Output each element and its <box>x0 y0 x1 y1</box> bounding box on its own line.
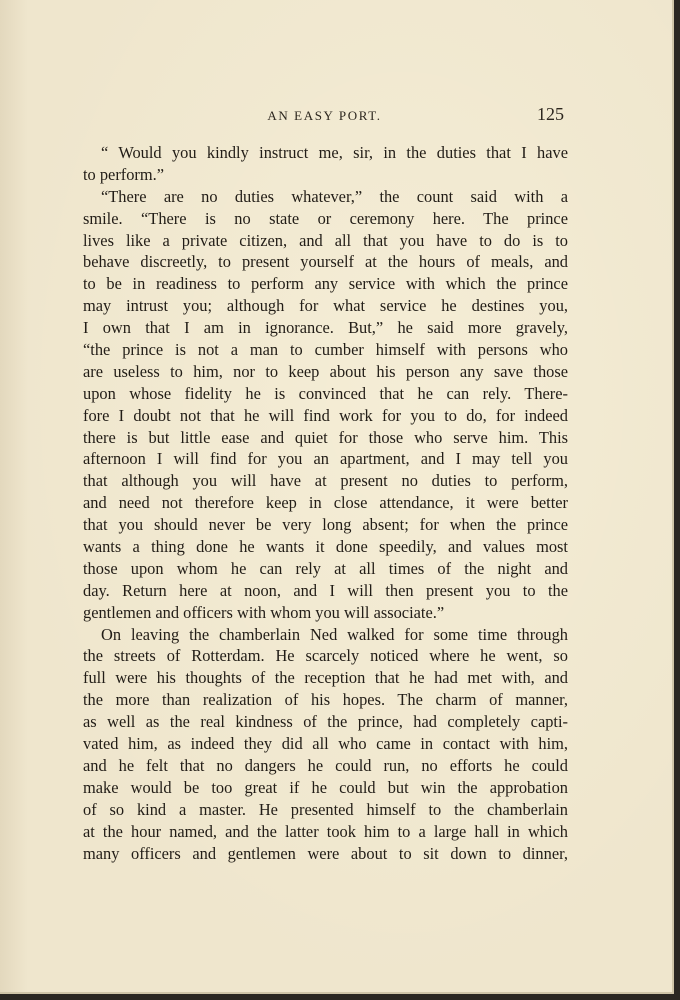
page-header <box>83 104 566 128</box>
text-line: I own that I am in ignorance. But,” he said more gravely, <box>83 318 568 338</box>
text-line: smile. “There is no state or ceremony here. The prince <box>83 208 568 228</box>
text-line: the streets of Rotterdam. He scarcely noticed where he went, so <box>83 646 568 666</box>
text-line: as well as the real kindness of the prince, had completely capti- <box>83 712 568 732</box>
text-line: and he felt that no dangers he could run, no efforts he could <box>83 755 568 775</box>
text-line: vated him, as indeed they did all who came in contact with him, <box>83 734 568 754</box>
body-text <box>83 142 568 864</box>
text-line: to perform.” <box>83 164 165 184</box>
text-line: and need not therefore keep in close attendance, it were better <box>83 493 568 513</box>
text-line: many officers and gentlemen were about to sit down to dinner, <box>83 843 568 863</box>
text-line: to be in readiness to perform any service with which the prince <box>83 274 568 294</box>
text-line: there is but little ease and quiet for those who serve him. This <box>83 427 568 447</box>
text-line: wants a thing done he wants it done speedily, and values most <box>83 537 568 557</box>
text-line: afternoon I will find for you an apartment, and I may tell you <box>83 449 568 469</box>
text-line: those upon whom he can rely at all times of the night and <box>83 558 568 578</box>
text-line: “There are no duties whatever,” the count said with a <box>101 186 568 206</box>
text-line: “ Would you kindly instruct me, sir, in the duties that I have <box>101 143 568 162</box>
text-line: “the prince is not a man to cumber himself with persons who <box>83 340 568 360</box>
text-line: On leaving the chamberlain Ned walked for some time through <box>101 624 568 644</box>
text-line: at the hour named, and the latter took him to a large hall in which <box>83 821 568 841</box>
text-line: make would be too great if he could but win the approbation <box>83 777 568 797</box>
text-line: that you should never be very long absent; for when the prince <box>83 515 568 535</box>
text-line: may intrust you; although for what service he destines you, <box>83 296 568 316</box>
running-title: AN EASY PORT. <box>267 108 382 123</box>
text-line: are useless to him, nor to keep about his person any save those <box>83 361 568 381</box>
text-line: behave discreetly, to present yourself at the hours of meals, and <box>83 252 568 272</box>
text-line: full were his thoughts of the reception that he had met with, and <box>83 668 568 688</box>
text-line: upon whose fidelity he is convinced that he can rely. There- <box>83 383 568 403</box>
text-line: lives like a private citizen, and all that you have to do is to <box>83 230 568 250</box>
text-line: fore I doubt not that he will find work for you to do, for indeed <box>83 405 568 425</box>
text-line: the more than realization of his hopes. The charm of manner, <box>83 690 568 710</box>
text-line: day. Return here at noon, and I will then present you to the <box>83 580 568 600</box>
text-line: that although you will have at present no duties to perform, <box>83 471 568 491</box>
text-line: gentlemen and officers with whom you will associate.” <box>83 602 445 622</box>
text-line: of so kind a master. He presented himself to the chamberlain <box>83 799 568 819</box>
page-number: 125 <box>537 104 564 124</box>
